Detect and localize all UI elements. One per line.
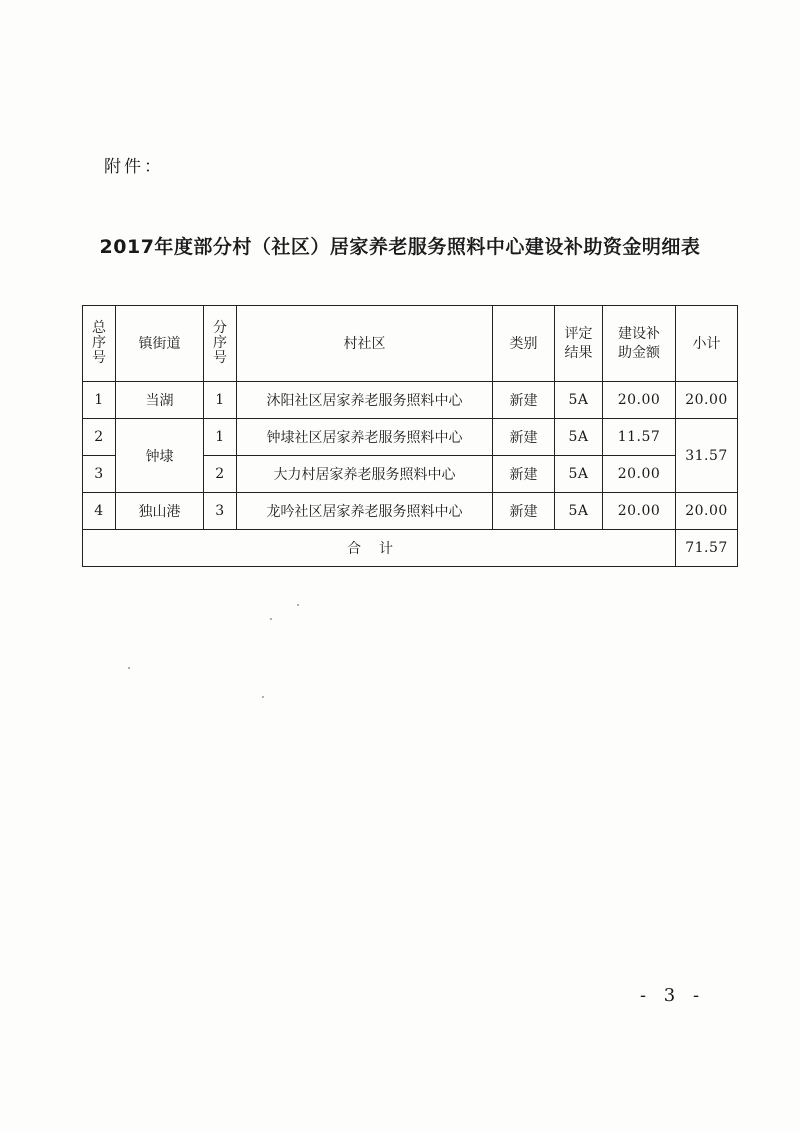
table-row [83,419,738,456]
header-total-seq: 总序号 [83,306,116,382]
total-label-cell: 合计 [83,530,676,567]
cell-category: 新建 [493,382,555,419]
header-village-community: 村社区 [237,306,493,382]
cell-amount: 20.00 [603,456,676,493]
cell-town: 当湖 [116,382,204,419]
cell-center: 沐阳社区居家养老服务照料中心 [237,382,493,419]
table-total-row [83,530,738,567]
cell-total-seq: 3 [83,456,116,493]
scan-speck [128,667,130,669]
cell-center: 钟埭社区居家养老服务照料中心 [237,419,493,456]
cell-sub-seq: 2 [204,456,237,493]
cell-sub-seq: 1 [204,382,237,419]
cell-rating: 5A [555,456,603,493]
header-category: 类别 [493,306,555,382]
cell-town: 独山港 [116,493,204,530]
scan-speck [270,618,272,620]
cell-category: 新建 [493,493,555,530]
cell-sub-seq: 1 [204,419,237,456]
document-title: 2017年度部分村（社区）居家养老服务照料中心建设补助资金明细表 [99,236,701,258]
table-row [83,493,738,530]
header-subtotal: 小计 [676,306,738,382]
attachment-label: 附件： [104,157,164,177]
cell-total-seq: 1 [83,382,116,419]
cell-sub-seq: 3 [204,493,237,530]
cell-total-seq: 4 [83,493,116,530]
header-town-street: 镇街道 [116,306,204,382]
scan-speck [262,696,264,698]
header-sub-seq: 分序号 [204,306,237,382]
cell-center: 大力村居家养老服务照料中心 [237,456,493,493]
table-row [83,382,738,419]
cell-town: 钟埭 [116,419,204,493]
cell-category: 新建 [493,456,555,493]
subsidy-detail-table [82,305,738,567]
cell-total-seq: 2 [83,419,116,456]
cell-subtotal: 31.57 [676,419,738,493]
cell-amount: 11.57 [603,419,676,456]
scan-speck [297,604,299,606]
header-rating-result: 评定结果 [555,306,603,382]
header-subsidy-amount: 建设补助金额 [603,306,676,382]
cell-amount: 20.00 [603,382,676,419]
cell-rating: 5A [555,382,603,419]
page-number: - 3 - [640,985,706,1006]
total-value-cell: 71.57 [676,530,738,567]
cell-rating: 5A [555,493,603,530]
cell-subtotal: 20.00 [676,382,738,419]
cell-rating: 5A [555,419,603,456]
table-header-row [83,306,738,382]
cell-subtotal: 20.00 [676,493,738,530]
cell-amount: 20.00 [603,493,676,530]
cell-category: 新建 [493,419,555,456]
cell-center: 龙吟社区居家养老服务照料中心 [237,493,493,530]
